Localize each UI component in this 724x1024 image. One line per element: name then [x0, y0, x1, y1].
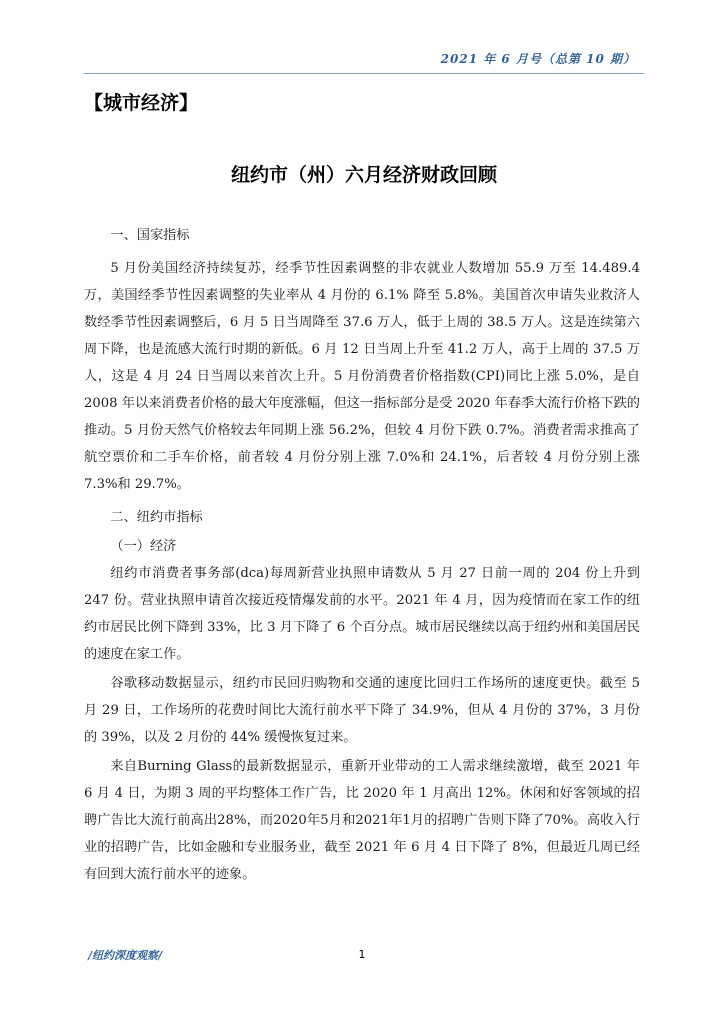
footer-label: /纽约深度观察/: [88, 949, 163, 962]
issue-label: 2021 年 6 月号（总第 10 期）: [440, 52, 636, 66]
page-number: 1: [358, 948, 366, 961]
article-title: 纽约市（州）六月经济财政回顾: [230, 164, 497, 186]
paragraph-google-mobility: 谷歌移动数据显示，纽约市民回归购物和交通的速度比回归工作场所的速度更快。截至 5 月 29 日，工作场所的花费时间比大流行前水平下降了 34.9%，但从 4 月份的 37%，3 月份的 39%，以及 2 月份的 44% 缓慢恢复过来。: [84, 676, 640, 745]
paragraph-dca: 纽约市消费者事务部(dca)每周新营业执照申请数从 5 月 27 日前一周的 204 份上升到 247 份。营业执照申请首次接近疫情爆发前的水平。2021 年 4 月，因为疫情而在家工作的纽约市居民比例下降到 33%，比 3 月下降了 6 个百分点。城市居民继续以高于纽约州和美国居民的速度在家工作。: [84, 566, 640, 662]
article-body: [84, 222, 640, 888]
header-rule: [84, 73, 644, 74]
heading-national-indicators: 一、国家指标: [110, 228, 190, 243]
subheading-economy: （一）经济: [110, 539, 177, 554]
paragraph-burning-glass: 来自Burning Glass的最新数据显示，重新开业带动的工人需求继续激增，截至 2021 年 6 月 4 日，为期 3 周的平均整体工作广告，比 2020 年 1 月高出 12%。休闲和好客领域的招聘广告比大流行前高出28%，而2020年5月和2021年1月的招聘广告则下降了70%。高收入行业的招聘广告，比如金融和专业服务业，截至 2021 年 6 月 4 日下降了 8%，但最近几周已经有回到大流行前水平的迹象。: [84, 759, 640, 882]
heading-nyc-indicators: 二、纽约市指标: [110, 510, 203, 525]
paragraph-national: 5 月份美国经济持续复苏，经季节性因素调整的非农就业人数增加 55.9 万至 14.489.4 万，美国经季节性因素调整的失业率从 4 月份的 6.1% 降至 5.8%。美国首次申请失业救济人数经季节性因素调整后，6 月 5 日当周降至 37.6 万人，低于上周的 38.5 万人。这是连续第六周下降，也是流感大流行时期的新低。6 月 12 日当周上升至 41.2 万人，高于上周的 37.5 万人，这是 4 月 24 日当周以来首次上升。5 月份消费者价格指数(CPI)同比上涨 5.0%，是自 2008 年以来消费者价格的最大年度涨幅，但这一指标部分是受 2020 年春季大流行价格下跌的推动。5 月份天然气价格较去年同期上涨 56.2%，但较 4 月份下跌 0.7%。消费者需求推高了航空票价和二手车价格，前者较 4 月份分别上涨 7.0%和 24.1%，后者较 4 月份分别上涨 7.3%和 29.7%。: [84, 261, 640, 492]
section-tag: 【城市经济】: [84, 92, 199, 114]
